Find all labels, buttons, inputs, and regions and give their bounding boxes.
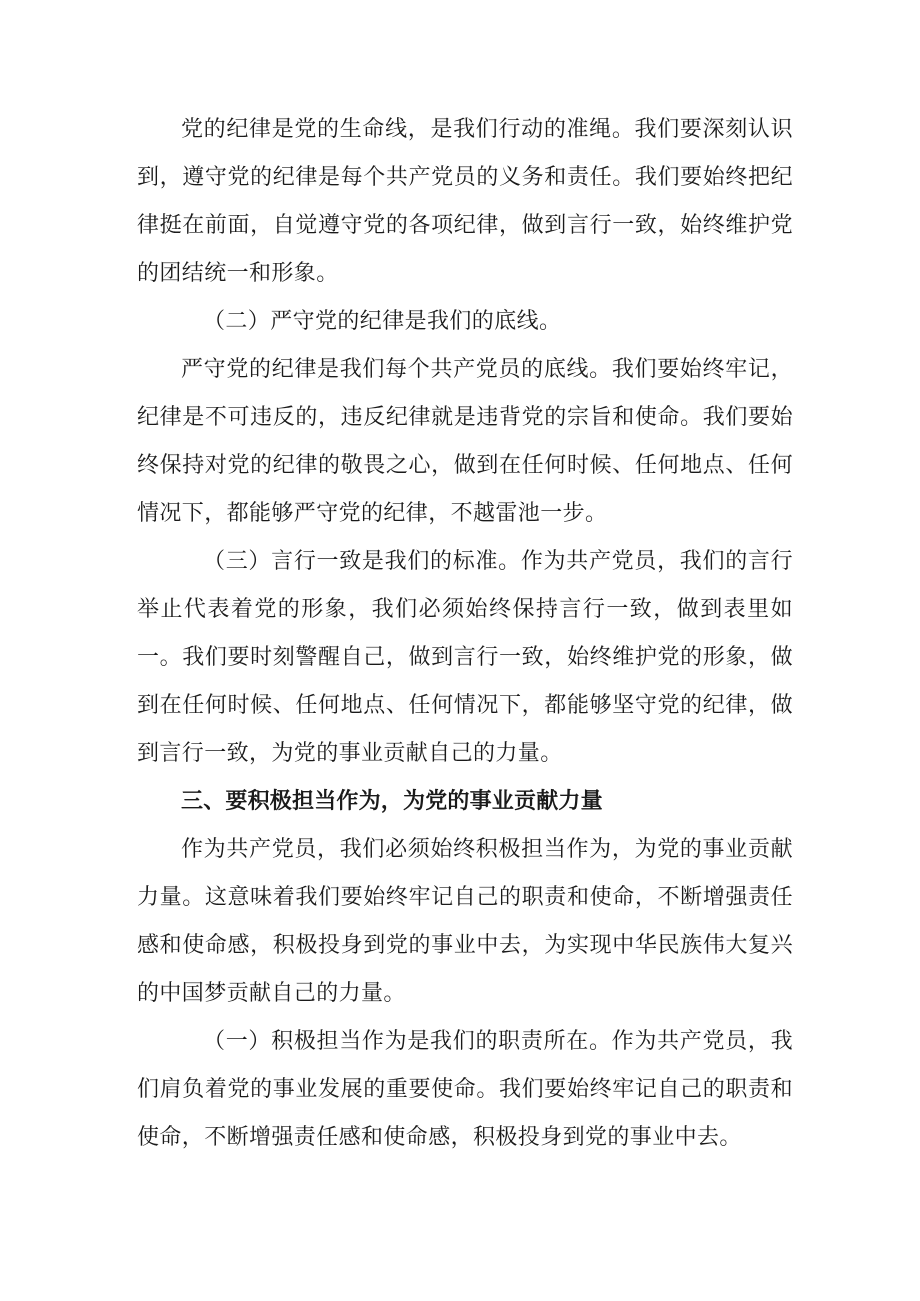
paragraph-discipline-lifeline: 党的纪律是党的生命线，是我们行动的准绳。我们要深刻认识到，遵守党的纪律是每个共产党员的义务和责任。我们要始终把纪律挺在前面，自觉遵守党的各项纪律，做到言行一致，始终维护党的团结统一和形象。 xyxy=(137,117,793,286)
paragraph-take-responsibility: 作为共产党员，我们必须始终积极担当作为，为党的事业贡献力量。这意味着我们要始终牢记自己的职责和使命，不断增强责任感和使命感，积极投身到党的事业中去，为实现中华民族伟大复兴的中国梦贡献自己的力量。 xyxy=(137,837,793,1006)
document-page xyxy=(137,106,793,1162)
subheading-discipline-bottom-line: （二）严守党的纪律是我们的底线。 xyxy=(203,309,562,334)
paragraph-bottom-line: 严守党的纪律是我们每个共产党员的底线。我们要始终牢记，纪律是不可违反的，违反纪律就是违背党的宗旨和使命。我们要始终保持对党的纪律的敬畏之心，做到在任何时候、任何地点、任何情况下，都能够严守党的纪律，不越雷池一步。 xyxy=(137,357,793,526)
paragraph-duty: （一）积极担当作为是我们的职责所在。作为共产党员，我们肩负着党的事业发展的重要使命。我们要始终牢记自己的职责和使命，不断增强责任感和使命感，积极投身到党的事业中去。 xyxy=(137,1029,793,1150)
paragraph-words-deeds-consistent: （三）言行一致是我们的标准。作为共产党员，我们的言行举止代表着党的形象，我们必须始终保持言行一致，做到表里如一。我们要时刻警醒自己，做到言行一致，始终维护党的形象，做到在任何时候、任何地点、任何情况下，都能够坚守党的纪律，做到言行一致，为党的事业贡献自己的力量。 xyxy=(137,549,793,766)
section-heading-three: 三、要积极担当作为，为党的事业贡献力量 xyxy=(181,789,603,814)
